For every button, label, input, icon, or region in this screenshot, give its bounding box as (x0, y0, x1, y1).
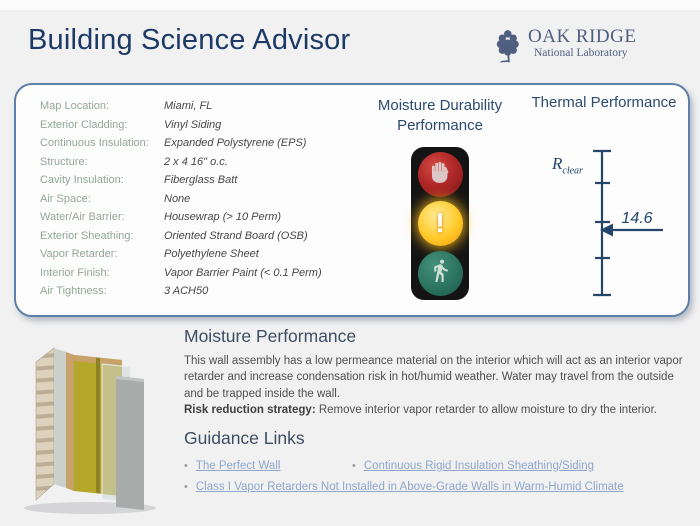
spec-value: Fiberglass Batt (164, 174, 238, 187)
spec-row (40, 116, 322, 135)
spec-label: Exterior Sheathing: (40, 229, 134, 242)
risk-reduction-text: Remove interior vapor retarder to allow moisture to dry the interior. (315, 403, 657, 416)
wall-assembly-image (14, 324, 169, 519)
moisture-durability-title: Moisture Durability Performance (377, 97, 503, 134)
bullet-icon: • (184, 459, 188, 472)
spec-row (40, 171, 322, 190)
stop-hand-icon (427, 159, 453, 190)
spec-label: Interior Finish: (40, 266, 110, 279)
guidance-link[interactable]: Continuous Rigid Insulation Sheathing/Siding (363, 459, 595, 472)
guidance-links-heading: Guidance Links (184, 428, 305, 448)
spec-row (40, 208, 322, 227)
spec-value: 3 ACH50 (164, 285, 209, 298)
logo-text (528, 27, 636, 59)
spec-label: Continuous Insulation: (40, 137, 149, 150)
red-light (418, 152, 463, 197)
oak-ridge-logo (494, 27, 636, 68)
spec-value: Miami, FL (164, 100, 213, 113)
logo-name: OAK RIDGE (528, 26, 637, 47)
r-value: 14.6 (621, 210, 653, 227)
bullet-icon: • (352, 459, 356, 472)
spec-row (40, 97, 322, 116)
yellow-light-active (418, 201, 463, 246)
moisture-performance-text: This wall assembly has a low permeance material on the interior which will act as an interior vapor retarder and increase condensation risk in hot/humid weather. Water may travel from the outside and be trapped inside the wall. (184, 355, 683, 400)
spec-row (40, 134, 322, 153)
traffic-light (411, 147, 469, 300)
walking-person-icon (428, 258, 453, 288)
spec-value: Vapor Barrier Paint (< 0.1 Perm) (164, 266, 322, 279)
spec-row (40, 264, 322, 283)
logo-subtitle: National Laboratory (534, 46, 628, 59)
thermal-scale (580, 146, 690, 304)
spec-label: Map Location: (40, 100, 110, 113)
guidance-link-item (184, 460, 352, 472)
spec-label: Air Tightness: (40, 285, 107, 298)
top-strip (0, 0, 700, 10)
spec-value: Housewrap (> 10 Perm) (164, 211, 282, 224)
spec-label: Vapor Retarder: (40, 248, 118, 261)
moisture-performance-heading: Moisture Performance (184, 326, 357, 346)
guidance-link-item (184, 481, 692, 493)
spec-label: Structure: (40, 155, 88, 168)
moisture-performance-body (184, 353, 692, 418)
thermal-performance-title: Thermal Performance (531, 94, 677, 111)
risk-reduction-label: Risk reduction strategy: (184, 403, 316, 416)
guidance-link[interactable]: Class I Vapor Retarders Not Installed in Above-Grade Walls in Warm-Humid Climate (195, 480, 624, 493)
spec-value: Oriented Strand Board (OSB) (164, 229, 308, 242)
bullet-icon: • (184, 480, 188, 493)
spec-label: Cavity Insulation: (40, 174, 124, 187)
warning-exclamation-icon: ! (435, 208, 445, 238)
spec-value: Expanded Polystyrene (EPS) (164, 137, 307, 150)
spec-row (40, 190, 322, 209)
oak-leaf-icon (494, 29, 524, 68)
spec-label: Air Space: (40, 192, 91, 205)
assembly-spec-list (40, 97, 322, 301)
risk-reduction-line (184, 402, 692, 418)
guidance-link-item (352, 460, 692, 472)
guidance-links-list (184, 455, 692, 497)
spec-row (40, 153, 322, 172)
green-light (418, 251, 463, 296)
spec-value: Vinyl Siding (164, 118, 222, 131)
spec-label: Water/Air Barrier: (40, 211, 125, 224)
page-title: Building Science Advisor (28, 24, 351, 56)
spec-row (40, 227, 322, 246)
spec-row (40, 282, 322, 301)
spec-label: Exterior Cladding: (40, 118, 128, 131)
spec-row (40, 245, 322, 264)
guidance-link[interactable]: The Perfect Wall (195, 459, 281, 472)
spec-value: None (164, 192, 191, 205)
spec-value: 2 x 4 16" o.c. (164, 155, 228, 168)
spec-value: Polyethylene Sheet (164, 248, 259, 261)
r-clear-label: $R_{clear}$ (552, 154, 583, 177)
